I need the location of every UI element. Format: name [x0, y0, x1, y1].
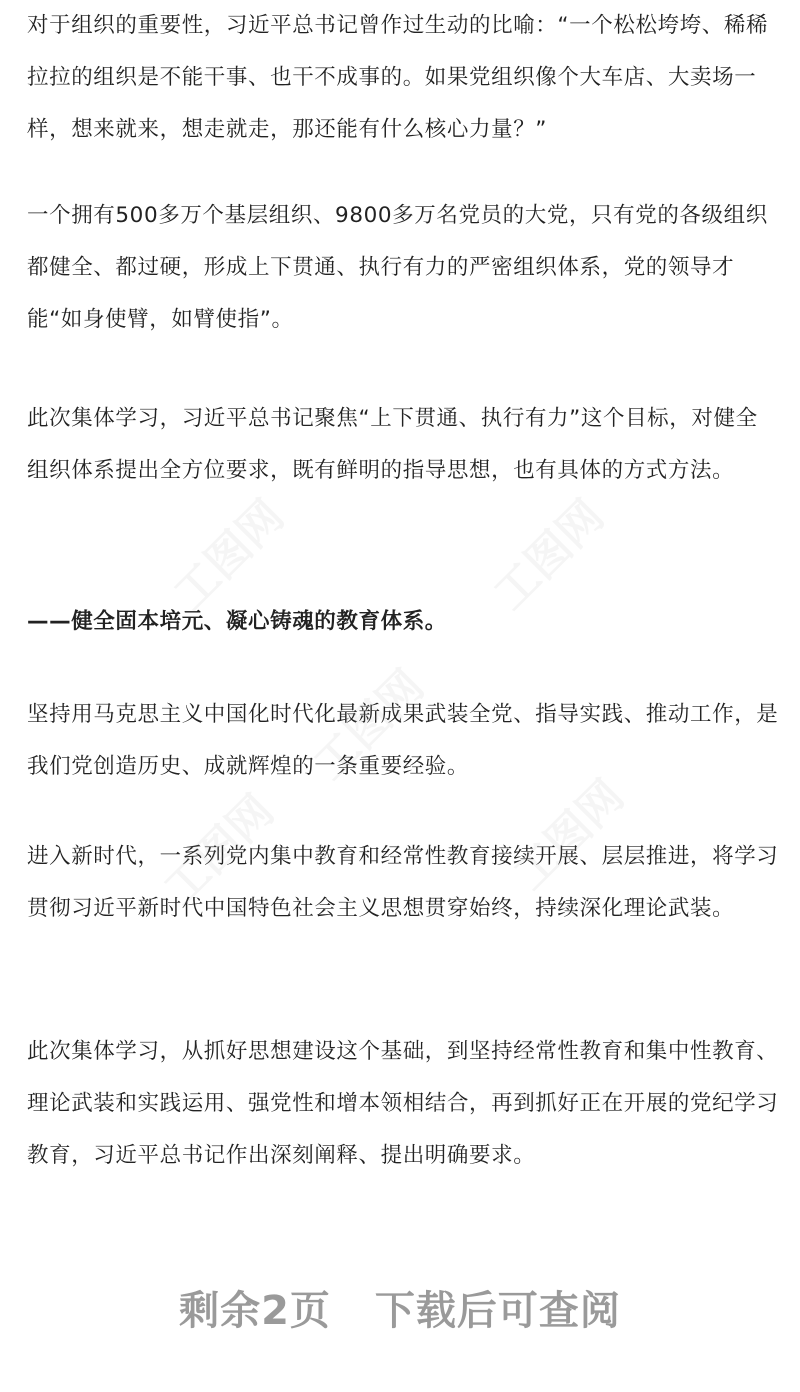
watermark-1: 工图网: [164, 490, 294, 620]
paragraph-1: 对于组织的重要性，习近平总书记曾作过生动的比喻：“一个松松垮垮、稀稀拉拉的组织是不能干事、也干不成事的。如果党组织像个大车店、大卖场一样，想来就来，想走就走，那还能有什么核心力量？”: [27, 13, 769, 142]
paragraph-5: 进入新时代，一系列党内集中教育和经常性教育接续开展、层层推进，将学习贯彻习近平新时代中国特色社会主义思想贯穿始终，持续深化理论武装。: [27, 844, 779, 921]
download-to-view-text[interactable]: 下载后可查阅: [374, 1287, 621, 1334]
paragraph-6: 此次集体学习，从抓好思想建设这个基础，到坚持经常性教育和集中性教育、理论武装和实践运用、强党性和增本领相结合，再到抓好正在开展的党纪学习教育，习近平总书记作出深刻阐释、提出明确要求。: [27, 1039, 779, 1168]
watermark-5: 工图网: [504, 770, 634, 900]
download-banner[interactable]: [0, 1262, 800, 1352]
watermark-2: 工图网: [484, 490, 614, 620]
watermark-3: 工图网: [304, 660, 434, 790]
remaining-pages-text: 剩余2页: [179, 1287, 331, 1334]
paragraph-3: 此次集体学习，习近平总书记聚焦“上下贯通、执行有力”这个目标，对健全组织体系提出全方位要求，既有鲜明的指导思想，也有具体的方式方法。: [27, 406, 758, 483]
watermark-4: 工图网: [154, 785, 284, 915]
section-heading: ——健全固本培元、凝心铸魂的教育体系。: [27, 609, 447, 634]
paragraph-4: 坚持用马克思主义中国化时代化最新成果武装全党、指导实践、推动工作，是我们党创造历史、成就辉煌的一条重要经验。: [27, 702, 779, 779]
paragraph-2: 一个拥有500多万个基层组织、9800多万名党员的大党，只有党的各级组织都健全、都过硬，形成上下贯通、执行有力的严密组织体系，党的领导才能“如身使臂，如臂使指”。: [27, 203, 768, 332]
